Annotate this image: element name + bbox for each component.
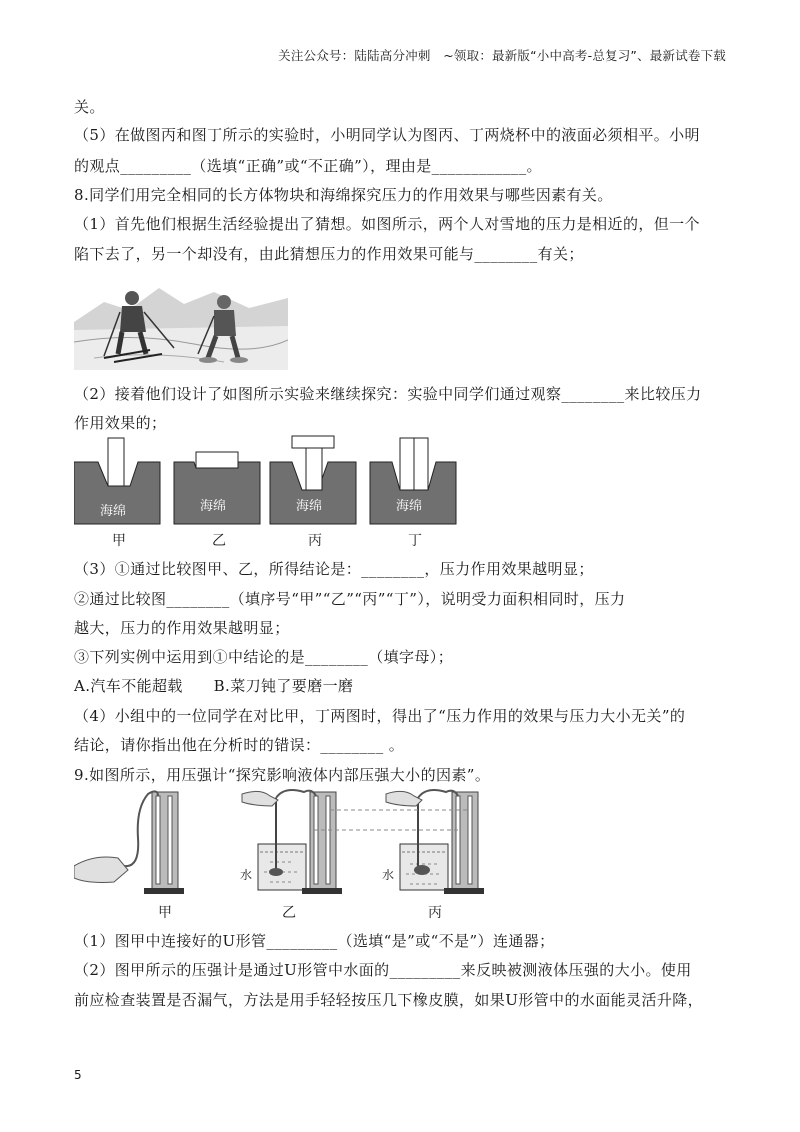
text-line: 关。 (74, 98, 105, 116)
sponge-label: 海绵 (396, 499, 423, 514)
text-line: （4）小组中的一位同学在对比甲，丁两图时，得出了“压力作用的效果与压力大小无关”的 (74, 707, 686, 725)
answer-options: A.汽车不能超载 B.菜刀钝了要磨一磨 (74, 677, 354, 695)
text-line: 越大，压力的作用效果越明显； (74, 619, 290, 637)
figure-caption: 丙 (428, 905, 442, 921)
text-line: （1）图甲中连接好的U形管_________（选填“是”或“不是”）连通器； (74, 932, 555, 950)
sponge-label: 海绵 (296, 499, 323, 514)
text-line: （2）图甲所示的压强计是通过U形管中水面的_________来反映被测液体压强的大小。使用 (74, 961, 692, 979)
figure-caption: 乙 (212, 533, 226, 549)
page-header: 关注公众号：陆陆高分冲刺 ~领取：最新版“小中高考-总复习”、最新试卷下载 (278, 48, 726, 63)
text-line: （5）在做图丙和图丁所示的实验时，小明同学认为图丙、丁两烧杯中的液面必须相平。小明 (74, 126, 700, 144)
text-line: （3）①通过比较图甲、乙，所得结论是：________，压力作用效果越明显； (74, 560, 594, 578)
question-8-title: 8.同学们用完全相同的长方体物块和海绵探究压力的作用效果与哪些因素有关。 (74, 186, 613, 204)
water-label: 水 (382, 868, 395, 882)
text-line: ②通过比较图________（填序号“甲”“乙”“丙”“丁”），说明受力面积相同时，压力 (74, 590, 626, 608)
sponge-label: 海绵 (100, 504, 127, 519)
text-line: ③下列实例中运用到①中结论的是________（填字母）； (74, 648, 454, 666)
snow-skiers-illustration (74, 270, 288, 370)
text-line: 作用效果的； (74, 414, 167, 432)
text-line: 陷下去了，另一个却没有，由此猜想压力的作用效果可能与________有关； (74, 245, 584, 263)
text-line: （1）首先他们根据生活经验提出了猜想。如图所示，两个人对雪地的压力是相近的，但一个 (74, 215, 700, 233)
question-9-title: 9.如图所示，用压强计“探究影响液体内部压强大小的因素”。 (74, 766, 491, 784)
figure-caption: 甲 (158, 905, 172, 921)
figure-caption: 乙 (282, 905, 296, 921)
sponge-experiment-figure (74, 434, 464, 530)
text-line: 结论，请你指出他在分析时的错误：________ 。 (74, 736, 405, 754)
text-line: （2）接着他们设计了如图所示实验来继续探究：实验中同学们通过观察________来比较压力 (74, 385, 702, 403)
gauge-jia (74, 791, 184, 894)
gauge-bing (386, 790, 484, 894)
figure-caption: 丙 (308, 533, 322, 549)
page-number: 5 (74, 1068, 82, 1082)
sponge-label: 海绵 (200, 499, 227, 514)
text-line: 的观点_________（选填“正确”或“不正确”），理由是____________。 (74, 157, 542, 175)
pressure-gauge-figure (74, 788, 484, 896)
gauge-yi (242, 790, 342, 894)
text-line: 前应检查装置是否漏气，方法是用手轻轻按压几下橡皮膜，如果U形管中的水面能灵活升降， (74, 991, 704, 1009)
figure-caption: 甲 (112, 533, 126, 549)
figure-caption: 丁 (408, 533, 422, 549)
water-label: 水 (240, 868, 253, 882)
